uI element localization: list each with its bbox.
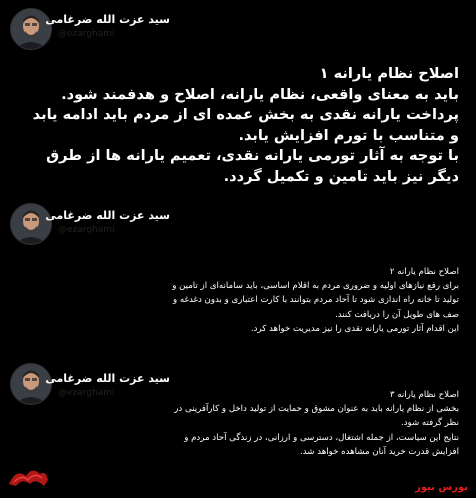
author-handle: @ezarghami bbox=[58, 225, 115, 235]
author-handle: @ezarghami bbox=[58, 29, 115, 39]
tweet-text-3 bbox=[19, 388, 459, 459]
author-name[interactable]: سید عزت الله ضرغامی bbox=[45, 372, 170, 385]
tweet-text-2 bbox=[19, 265, 459, 336]
text-line: نتایج این سیاست، از جمله اشتغال، دسترسی و ارزانی، در زندگی آحاد مردم و bbox=[184, 432, 459, 443]
post-title: اصلاح نظام یارانه ۳ bbox=[389, 390, 459, 400]
author-handle: @ezarghami bbox=[58, 388, 115, 398]
text-line: پرداخت یارانه نقدی به بخش عمده ای از مردم باید ادامه یابد bbox=[32, 106, 459, 123]
text-line: افزایش قدرت خرید آنان مشاهده خواهد شد. bbox=[300, 446, 459, 457]
text-line: و متناسب با تورم افزایش یابد. bbox=[238, 126, 459, 144]
text-line: تولید تا خانه راه اندازی شود تا آحاد مردم بتوانند با کارت اعتباری و بدون دغدغه و bbox=[173, 295, 459, 306]
text-line: برای رفع نیازهای اولیه و ضروری مردم به اقلام اساسی، باید سامانه‌ای از تامین و bbox=[172, 281, 459, 292]
post-title: اصلاح نظام یارانه ۲ bbox=[389, 267, 459, 277]
tweet-text-1 bbox=[19, 64, 459, 187]
author-name[interactable]: سید عزت الله ضرغامی bbox=[45, 13, 170, 26]
text-line: صف های طویل آن را دریافت کنند. bbox=[335, 309, 459, 320]
post-title: اصلاح نظام یارانه ۱ bbox=[319, 65, 459, 82]
author-name[interactable]: سید عزت الله ضرغامی bbox=[45, 209, 170, 222]
text-line: نظر گرفته شود. bbox=[401, 418, 459, 429]
text-line: دیگر نیز باید تامین و تکمیل گردد. bbox=[223, 167, 459, 185]
watermark-logo-icon bbox=[6, 464, 50, 490]
text-line: با توجه به آثار تورمی یارانه نقدی، تعمیم یارانه ها از طرق bbox=[46, 147, 459, 164]
text-line: بخشی از نظام یارانه باید به عنوان مشوق و حمایت از تولید داخل و کارآفرینی در bbox=[174, 404, 459, 415]
brand-logo: بورس نیوز bbox=[415, 482, 468, 493]
text-line: باید به معنای واقعی، نظام یارانه، اصلاح و هدفمند شود. bbox=[61, 85, 459, 103]
text-line: این اقدام آثار تورمی یارانه نقدی را نیز مدیریت خواهد کرد. bbox=[250, 323, 459, 334]
